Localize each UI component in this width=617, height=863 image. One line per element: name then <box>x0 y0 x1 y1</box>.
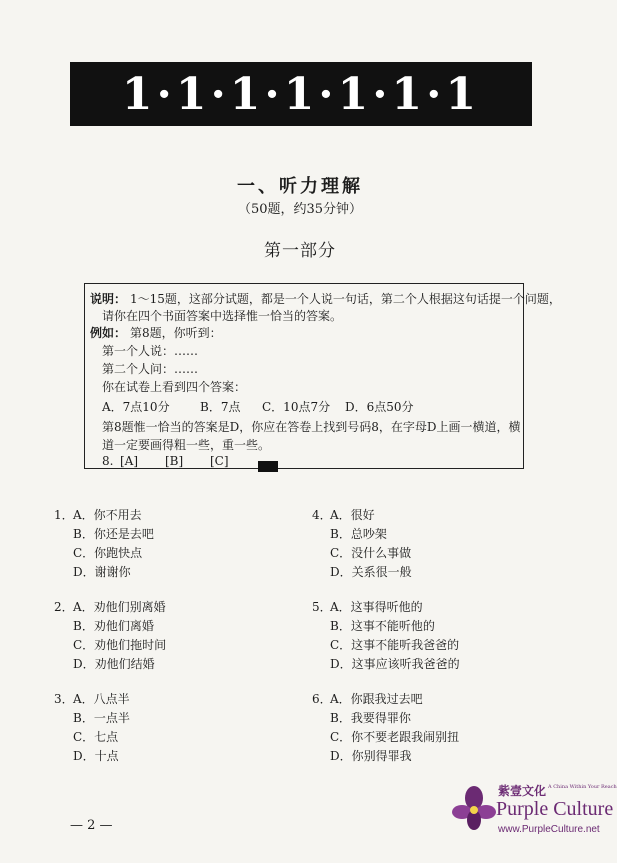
question-2-option-a: A．劝他们别离婚 <box>73 600 166 614</box>
part-title: 第一部分 <box>264 241 336 261</box>
logo-brand: Purple Culture <box>496 798 614 820</box>
example-option-c: C．10点7分 <box>262 400 331 414</box>
example-line-1: 第8题，你听到： <box>130 326 222 340</box>
answer-choice-d-marked <box>258 456 278 475</box>
question-3-number: 3． <box>54 692 74 706</box>
explain-label: 说明： <box>90 292 127 306</box>
explain-line-1: 1～15题，这部分试题，都是一个人说一句话，第二个人根据这句话提一个问题， <box>130 292 561 306</box>
question-6-option-d: D．你别得罪我 <box>330 749 412 763</box>
banner-title: 1·1·1·1·1·1·1 <box>70 62 532 126</box>
page-number: — 2 — <box>70 818 113 833</box>
question-2-option-c: C．劝他们拖时间 <box>73 638 167 652</box>
question-6-option-c: C．你不要老跟我闹别扭 <box>330 730 460 744</box>
example-label: 例如： <box>90 326 127 340</box>
answer-choice-c: [C] <box>210 454 229 468</box>
question-4-option-d: D．关系很一般 <box>330 565 412 579</box>
example-option-b: B．7点 <box>200 400 241 414</box>
question-3-option-c: C．七点 <box>73 730 119 744</box>
logo-chinese: 紫壹文化 <box>498 784 547 798</box>
answer-choice-b: [B] <box>165 454 184 468</box>
answer-choice-a: [A] <box>120 454 139 468</box>
logo-tagline: A China Within Your Reach <box>548 784 617 790</box>
section-subtitle: （50题，约35分钟） <box>237 202 363 217</box>
question-1-number: 1． <box>54 508 74 522</box>
question-3-option-d: D．十点 <box>73 749 119 763</box>
section-title: 一、听力理解 <box>237 176 363 197</box>
question-6-option-a: A．你跟我过去吧 <box>330 692 423 706</box>
question-4-number: 4． <box>312 508 332 522</box>
question-5-option-a: A．这事得听他的 <box>330 600 423 614</box>
question-1-option-b: B．你还是去吧 <box>73 527 154 541</box>
question-1-option-d: D．谢谢你 <box>73 565 131 579</box>
question-6-option-b: B．我要得罪你 <box>330 711 411 725</box>
example-line-3: 第二个人问：…… <box>102 362 199 376</box>
explain-line-2: 请你在四个书面答案中选择惟一恰当的答案。 <box>102 309 343 323</box>
question-1-option-a: A．你不用去 <box>73 508 142 522</box>
example-line-4: 你在试卷上看到四个答案： <box>102 380 247 394</box>
question-5-option-c: C．这事不能听我爸爸的 <box>330 638 460 652</box>
example-option-a: A．7点10分 <box>102 400 170 414</box>
example-line-6: 道一定要画得粗一些，重一些。 <box>102 438 271 452</box>
question-4-option-c: C．没什么事做 <box>330 546 412 560</box>
purple-culture-logo[interactable] <box>452 780 617 850</box>
example-line-2: 第一个人说：…… <box>102 344 199 358</box>
question-3-option-a: A．八点半 <box>73 692 130 706</box>
question-2-option-b: B．劝他们离婚 <box>73 619 154 633</box>
question-2-option-d: D．劝他们结婚 <box>73 657 155 671</box>
question-4-option-a: A．很好 <box>330 508 375 522</box>
question-6-number: 6． <box>312 692 332 706</box>
example-option-d: D．6点50分 <box>345 400 414 414</box>
question-5-option-d: D．这事应该听我爸爸的 <box>330 657 460 671</box>
question-3-option-b: B．一点半 <box>73 711 130 725</box>
question-1-option-c: C．你跑快点 <box>73 546 143 560</box>
orchid-icon <box>452 784 496 834</box>
question-5-option-b: B．这事不能听他的 <box>330 619 435 633</box>
question-5-number: 5． <box>312 600 332 614</box>
question-4-option-b: B．总吵架 <box>330 527 387 541</box>
example-line-5: 第8题惟一恰当的答案是D，你应在答卷上找到号码8，在字母D上画一横道，横 <box>102 420 521 434</box>
answer-line-num: 8. <box>102 454 114 468</box>
logo-url: www.PurpleCulture.net <box>498 824 600 835</box>
question-2-number: 2． <box>54 600 74 614</box>
